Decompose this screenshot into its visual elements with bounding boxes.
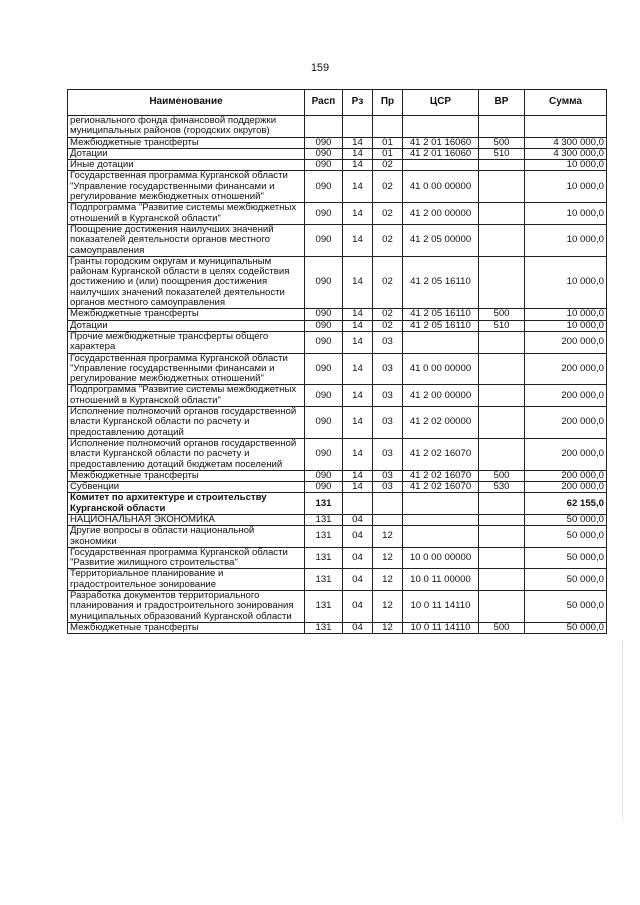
cell-rz: 14	[343, 470, 373, 481]
cell-rz: 04	[343, 622, 373, 633]
cell-csr: 41 2 05 16110	[403, 309, 479, 320]
cell-pr: 02	[373, 171, 403, 203]
table-row	[68, 331, 607, 353]
cell-sum: 10 000,0	[525, 320, 607, 331]
cell-name: Прочие межбюджетные трансферты общего характера	[68, 331, 305, 353]
table-row	[68, 203, 607, 225]
table-row	[68, 470, 607, 481]
cell-pr: 01	[373, 137, 403, 148]
cell-vr: 500	[479, 470, 525, 481]
cell-pr: 12	[373, 569, 403, 591]
header-rasp: Расп	[305, 90, 343, 116]
cell-name: Иные дотации	[68, 160, 305, 171]
cell-pr: 03	[373, 407, 403, 439]
cell-name: Межбюджетные трансферты	[68, 309, 305, 320]
cell-rasp: 090	[305, 160, 343, 171]
cell-sum: 10 000,0	[525, 203, 607, 225]
cell-name: Субвенции	[68, 482, 305, 493]
table-row	[68, 591, 607, 623]
cell-vr: 510	[479, 148, 525, 159]
cell-rasp: 090	[305, 320, 343, 331]
cell-sum: 50 000,0	[525, 591, 607, 623]
cell-pr: 12	[373, 526, 403, 548]
table-row	[68, 622, 607, 633]
cell-sum: 62 155,0	[525, 493, 607, 515]
table-row	[68, 116, 607, 138]
cell-rasp: 090	[305, 353, 343, 385]
cell-vr: 500	[479, 309, 525, 320]
cell-rasp: 090	[305, 438, 343, 470]
cell-pr: 12	[373, 591, 403, 623]
cell-sum: 4 300 000,0	[525, 148, 607, 159]
cell-sum: 200 000,0	[525, 385, 607, 407]
cell-vr	[479, 438, 525, 470]
cell-sum: 200 000,0	[525, 482, 607, 493]
cell-rz	[343, 116, 373, 138]
cell-csr: 41 0 00 00000	[403, 171, 479, 203]
cell-csr: 10 0 11 00000	[403, 569, 479, 591]
cell-pr: 03	[373, 470, 403, 481]
cell-rz: 04	[343, 526, 373, 548]
cell-csr: 41 0 00 00000	[403, 353, 479, 385]
cell-rz: 04	[343, 547, 373, 569]
cell-rz: 04	[343, 591, 373, 623]
cell-vr: 500	[479, 622, 525, 633]
cell-rasp: 090	[305, 482, 343, 493]
cell-vr: 510	[479, 320, 525, 331]
cell-rasp: 090	[305, 171, 343, 203]
cell-sum: 200 000,0	[525, 353, 607, 385]
cell-sum: 200 000,0	[525, 470, 607, 481]
cell-rasp: 131	[305, 591, 343, 623]
cell-csr	[403, 493, 479, 515]
cell-vr	[479, 493, 525, 515]
cell-pr: 03	[373, 482, 403, 493]
cell-vr: 530	[479, 482, 525, 493]
header-rz: Рз	[343, 90, 373, 116]
cell-sum	[525, 116, 607, 138]
cell-rasp: 131	[305, 569, 343, 591]
cell-sum: 10 000,0	[525, 224, 607, 256]
table-header-row	[68, 90, 607, 116]
header-pr: Пр	[373, 90, 403, 116]
cell-rz: 14	[343, 137, 373, 148]
cell-name: Исполнение полномочий органов государственной власти Курганской области по расчету и предоставлению дотаций бюджетам поселений	[68, 438, 305, 470]
cell-sum: 50 000,0	[525, 622, 607, 633]
table-row	[68, 309, 607, 320]
cell-sum: 50 000,0	[525, 526, 607, 548]
cell-rz: 04	[343, 569, 373, 591]
cell-rz: 04	[343, 514, 373, 525]
table-row	[68, 407, 607, 439]
header-vr: ВР	[479, 90, 525, 116]
cell-rasp	[305, 116, 343, 138]
cell-name: Межбюджетные трансферты	[68, 470, 305, 481]
cell-rz: 14	[343, 148, 373, 159]
cell-sum: 10 000,0	[525, 171, 607, 203]
cell-rz: 14	[343, 320, 373, 331]
cell-vr	[479, 547, 525, 569]
cell-pr: 02	[373, 224, 403, 256]
cell-rz: 14	[343, 160, 373, 171]
cell-vr	[479, 116, 525, 138]
cell-sum: 10 000,0	[525, 256, 607, 308]
cell-rz: 14	[343, 438, 373, 470]
cell-sum: 4 300 000,0	[525, 137, 607, 148]
cell-vr	[479, 331, 525, 353]
cell-vr: 500	[479, 137, 525, 148]
cell-rasp: 090	[305, 148, 343, 159]
cell-vr	[479, 526, 525, 548]
table-row	[68, 385, 607, 407]
cell-sum: 200 000,0	[525, 438, 607, 470]
cell-csr	[403, 160, 479, 171]
cell-csr: 41 2 00 00000	[403, 203, 479, 225]
table-row	[68, 514, 607, 525]
cell-vr	[479, 160, 525, 171]
cell-rasp: 090	[305, 407, 343, 439]
cell-rz: 14	[343, 482, 373, 493]
cell-pr: 03	[373, 353, 403, 385]
cell-vr	[479, 171, 525, 203]
cell-csr: 41 2 00 00000	[403, 385, 479, 407]
cell-name: Поощрение достижения наилучших значений показателей деятельности органов местного самоуправления	[68, 224, 305, 256]
table-row	[68, 148, 607, 159]
header-sum: Сумма	[525, 90, 607, 116]
cell-rz: 14	[343, 256, 373, 308]
cell-csr: 41 2 05 16110	[403, 256, 479, 308]
cell-rasp: 131	[305, 493, 343, 515]
cell-rasp: 090	[305, 137, 343, 148]
cell-name: Территориальное планирование и градостроительное зонирование	[68, 569, 305, 591]
cell-pr	[373, 514, 403, 525]
cell-pr: 02	[373, 309, 403, 320]
cell-pr: 12	[373, 547, 403, 569]
cell-rz: 14	[343, 203, 373, 225]
cell-rz: 14	[343, 407, 373, 439]
table-row	[68, 526, 607, 548]
cell-name: регионального фонда финансовой поддержки муниципальных районов (городских округов)	[68, 116, 305, 138]
budget-table	[67, 89, 607, 634]
cell-sum: 50 000,0	[525, 514, 607, 525]
cell-pr: 03	[373, 385, 403, 407]
cell-sum: 50 000,0	[525, 569, 607, 591]
cell-name: Дотации	[68, 320, 305, 331]
cell-vr	[479, 514, 525, 525]
cell-rasp: 090	[305, 203, 343, 225]
table-row	[68, 224, 607, 256]
cell-rasp: 090	[305, 470, 343, 481]
table-row	[68, 569, 607, 591]
cell-pr: 12	[373, 622, 403, 633]
cell-rz: 14	[343, 353, 373, 385]
cell-rasp: 131	[305, 622, 343, 633]
cell-csr: 41 2 05 00000	[403, 224, 479, 256]
cell-name: Межбюджетные трансферты	[68, 137, 305, 148]
cell-vr	[479, 353, 525, 385]
table-row	[68, 171, 607, 203]
cell-pr: 02	[373, 256, 403, 308]
table-row	[68, 438, 607, 470]
table-row	[68, 137, 607, 148]
cell-pr	[373, 116, 403, 138]
cell-name: Государственная программа Курганской области "Управление государственными финансами и регулирование межбюджетных отношений"	[68, 353, 305, 385]
table-row	[68, 320, 607, 331]
cell-sum: 200 000,0	[525, 331, 607, 353]
cell-name: Исполнение полномочий органов государственной власти Курганской области по расчету и предоставлению дотаций	[68, 407, 305, 439]
cell-sum: 10 000,0	[525, 160, 607, 171]
cell-rz: 14	[343, 171, 373, 203]
cell-csr: 41 2 02 16070	[403, 482, 479, 493]
table-row	[68, 160, 607, 171]
cell-csr: 41 2 05 16110	[403, 320, 479, 331]
cell-vr	[479, 385, 525, 407]
cell-csr	[403, 526, 479, 548]
cell-csr: 10 0 00 00000	[403, 547, 479, 569]
cell-name: Подпрограмма "Развитие системы межбюджетных отношений в Курганской области"	[68, 385, 305, 407]
cell-pr: 02	[373, 320, 403, 331]
cell-pr: 03	[373, 438, 403, 470]
cell-vr	[479, 256, 525, 308]
cell-pr: 03	[373, 331, 403, 353]
cell-csr	[403, 116, 479, 138]
cell-rasp: 131	[305, 526, 343, 548]
cell-rasp: 131	[305, 547, 343, 569]
cell-csr	[403, 514, 479, 525]
scan-margin-mark	[622, 640, 624, 820]
cell-vr	[479, 203, 525, 225]
header-name: Наименование	[68, 90, 305, 116]
table-row	[68, 547, 607, 569]
cell-name: Другие вопросы в области национальной экономики	[68, 526, 305, 548]
table-body	[68, 116, 607, 634]
table-row	[68, 256, 607, 308]
cell-pr	[373, 493, 403, 515]
table-row	[68, 353, 607, 385]
table-row	[68, 482, 607, 493]
cell-vr	[479, 224, 525, 256]
cell-rz	[343, 493, 373, 515]
cell-name: Гранты городским округам и муниципальным районам Курганской области в целях содействия достижению и (или) поощрения достижения наилучших значений показателей деятельности органов местного самоуправления	[68, 256, 305, 308]
cell-csr: 10 0 11 14110	[403, 622, 479, 633]
cell-name: Дотации	[68, 148, 305, 159]
cell-name: Комитет по архитектуре и строительству Курганской области	[68, 493, 305, 515]
cell-rasp: 090	[305, 256, 343, 308]
cell-rasp: 131	[305, 514, 343, 525]
cell-csr: 41 2 02 16070	[403, 438, 479, 470]
cell-name: Межбюджетные трансферты	[68, 622, 305, 633]
table-row	[68, 493, 607, 515]
cell-sum: 50 000,0	[525, 547, 607, 569]
cell-rz: 14	[343, 224, 373, 256]
cell-name: Разработка документов территориального планирования и градостроительного зонирования муниципальных образований Курганской области	[68, 591, 305, 623]
cell-rz: 14	[343, 331, 373, 353]
cell-rz: 14	[343, 385, 373, 407]
page-number: 159	[310, 62, 330, 74]
cell-rz: 14	[343, 309, 373, 320]
cell-rasp: 090	[305, 224, 343, 256]
cell-vr	[479, 591, 525, 623]
cell-rasp: 090	[305, 385, 343, 407]
cell-sum: 10 000,0	[525, 309, 607, 320]
cell-name: Государственная программа Курганской области "Управление государственными финансами и регулирование межбюджетных отношений"	[68, 171, 305, 203]
cell-pr: 02	[373, 160, 403, 171]
cell-csr: 41 2 02 16070	[403, 470, 479, 481]
cell-csr	[403, 331, 479, 353]
cell-name: Государственная программа Курганской области "Развитие жилищного строительства"	[68, 547, 305, 569]
header-csr: ЦСР	[403, 90, 479, 116]
cell-csr: 10 0 11 14110	[403, 591, 479, 623]
cell-csr: 41 2 01 16060	[403, 137, 479, 148]
cell-vr	[479, 569, 525, 591]
cell-pr: 02	[373, 203, 403, 225]
cell-sum: 200 000,0	[525, 407, 607, 439]
cell-rasp: 090	[305, 331, 343, 353]
cell-name: Подпрограмма "Развитие системы межбюджетных отношений в Курганской области"	[68, 203, 305, 225]
cell-rasp: 090	[305, 309, 343, 320]
cell-pr: 01	[373, 148, 403, 159]
cell-vr	[479, 407, 525, 439]
cell-name: НАЦИОНАЛЬНАЯ ЭКОНОМИКА	[68, 514, 305, 525]
cell-csr: 41 2 01 16060	[403, 148, 479, 159]
cell-csr: 41 2 02 00000	[403, 407, 479, 439]
